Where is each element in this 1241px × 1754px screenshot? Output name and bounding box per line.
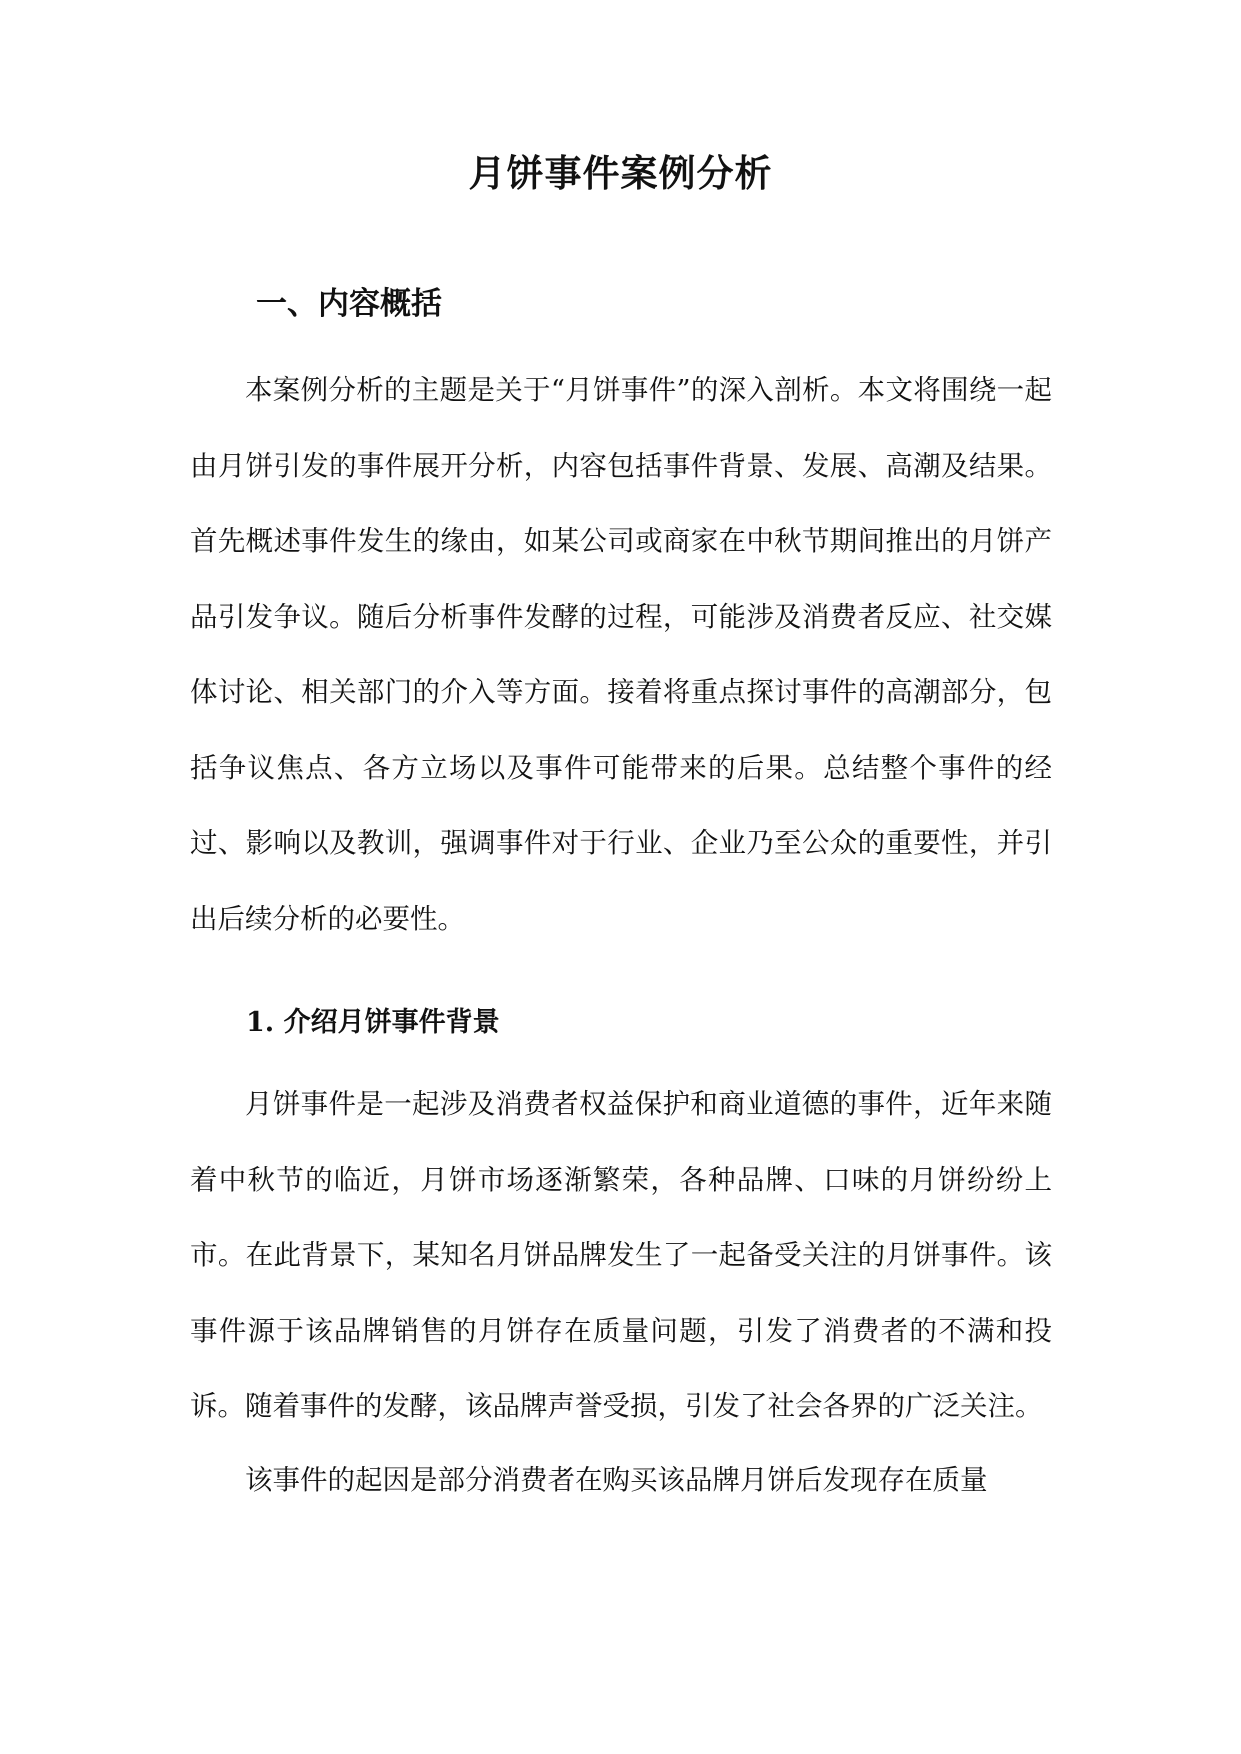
section-heading-content-summary: 一、内容概括 <box>256 286 442 322</box>
document-title: 月饼事件案例分析 <box>468 151 773 195</box>
subsection-heading-background: 1. 介绍月饼事件背景 <box>246 1007 500 1038</box>
paragraph-cause: 该事件的起因是部分消费者在购买该品牌月饼后发现存在质量 <box>245 1464 988 1496</box>
paragraph-content-summary: 本案例分析的主题是关于“月饼事件”的深入剖析。本文将围绕一起由月饼引发的事件展开分析，内容包括事件背景、发展、高潮及结果。首先概述事件发生的缘由，如某公司或商家在中秋节期间推出的月饼产品引发争议。随后分析事件发酵的过程，可能涉及消费者反应、社交媒体讨论、相关部门的介入等方面。接着将重点探讨事件的高潮部分，包括争议焦点、各方立场以及事件可能带来的后果。总结整个事件的经过、影响以及教训，强调事件对于行业、企业乃至公众的重要性，并引出后续分析的必要性。 <box>190 374 1052 935</box>
paragraph-background: 月饼事件是一起涉及消费者权益保护和商业道德的事件，近年来随着中秋节的临近，月饼市场逐渐繁荣，各种品牌、口味的月饼纷纷上市。在此背景下，某知名月饼品牌发生了一起备受关注的月饼事件。该事件源于该品牌销售的月饼存在质量问题，引发了消费者的不满和投诉。随着事件的发酵，该品牌声誉受损，引发了社会各界的广泛关注。 <box>190 1088 1052 1422</box>
